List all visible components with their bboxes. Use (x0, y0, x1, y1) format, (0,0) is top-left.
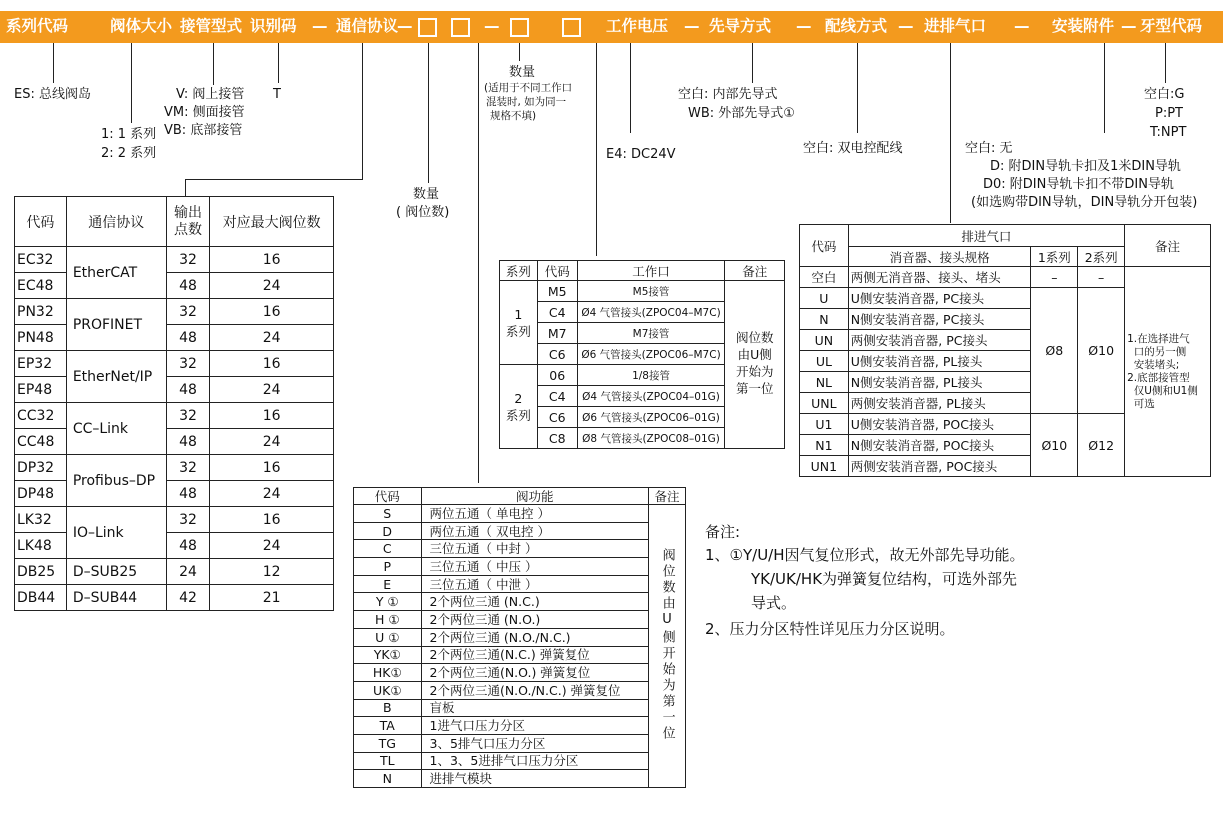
qty-note: 规格不填) (490, 110, 537, 122)
max-valve-positions: 24 (210, 325, 334, 351)
table-row (15, 585, 334, 611)
table-row (354, 593, 686, 611)
code-box (510, 18, 529, 37)
thread-option-g: 空白:G (1144, 87, 1185, 102)
valve-code: D (354, 522, 422, 540)
output-points: 48 (166, 377, 210, 403)
leader-line (185, 179, 186, 197)
leader-line (131, 43, 132, 123)
leader-line (278, 43, 279, 83)
max-valve-positions: 24 (210, 533, 334, 559)
table-row (15, 325, 334, 351)
leader-line (519, 43, 520, 61)
protocol-name: EtherCAT (66, 247, 166, 299)
spec-series-1: Ø8 (1031, 288, 1078, 414)
remark-cell: 1.在选择进气 口的另一侧 安装堵头; 2.底部接管型 仅U侧和U1侧 可选 (1125, 267, 1211, 477)
col-header-output-points: 输出 点数 (166, 197, 210, 247)
table-row (354, 540, 686, 558)
valve-count-note: ( 阀位数) (396, 205, 450, 220)
output-points: 32 (166, 507, 210, 533)
table-row (500, 281, 785, 302)
max-valve-positions: 16 (210, 403, 334, 429)
valve-code: TL (354, 752, 422, 770)
output-points: 32 (166, 299, 210, 325)
valve-code: HK① (354, 664, 422, 682)
code-box (418, 18, 437, 37)
valve-code: C (354, 540, 422, 558)
max-valve-positions: 24 (210, 377, 334, 403)
output-points: 32 (166, 403, 210, 429)
table-row (354, 628, 686, 646)
valve-function: 3、5排气口压力分区 (421, 734, 649, 752)
working-port: Ø8 气管接头(ZPOC08–01G) (577, 428, 725, 449)
table-row (354, 717, 686, 735)
note-line: 2、压力分区特性详见压力分区说明。 (705, 620, 955, 638)
max-valve-positions: 12 (210, 559, 334, 585)
protocol-code: EP32 (15, 351, 67, 377)
pilot-option-blank: 空白: 内部先导式 (678, 87, 778, 102)
output-points: 48 (166, 429, 210, 455)
working-port: 1/8接管 (577, 365, 725, 386)
max-valve-positions: 16 (210, 455, 334, 481)
working-port: Ø6 气管接头(ZPOC06–01G) (577, 407, 725, 428)
exhaust-code: UL (800, 351, 849, 372)
exhaust-desc: N侧安装消音器, PL接头 (848, 372, 1031, 393)
max-valve-positions: 16 (210, 507, 334, 533)
col-header-series-1: 1系列 (1031, 247, 1078, 267)
col-header-series-2: 2系列 (1078, 247, 1125, 267)
table-row (15, 247, 334, 273)
working-port: Ø4 气管接头(ZPOC04–M7C) (577, 302, 725, 323)
header-working-voltage: 工作电压 (606, 17, 669, 35)
protocol-code: LK48 (15, 533, 67, 559)
notes-title: 备注: (705, 523, 741, 541)
output-points: 42 (166, 585, 210, 611)
series-label: ES: 总线阀岛 (14, 87, 91, 102)
qty-title: 数量 (509, 65, 536, 80)
table-row (15, 507, 334, 533)
thread-option-pt: P:PT (1155, 106, 1183, 121)
table-row (15, 377, 334, 403)
code-box (562, 18, 581, 37)
max-valve-positions: 24 (210, 429, 334, 455)
table-row (354, 611, 686, 629)
protocol-code: LK32 (15, 507, 67, 533)
port-code: M7 (537, 323, 577, 344)
valve-function: 两位五通（ 单电控 ） (421, 505, 649, 523)
exhaust-port-table-body (800, 267, 1211, 477)
header-dash: — (484, 17, 500, 35)
valve-function: 2个两位三通(N.C.) 弹簧复位 (421, 646, 649, 664)
valve-function: 三位五通（ 中封 ） (421, 540, 649, 558)
leader-line (53, 43, 54, 83)
port-code: C6 (537, 407, 577, 428)
leader-line (1165, 43, 1166, 83)
table-row (354, 558, 686, 576)
output-points: 48 (166, 533, 210, 559)
exhaust-code: UN (800, 330, 849, 351)
valve-code: H ① (354, 611, 422, 629)
working-port-table (499, 260, 785, 449)
exhaust-desc: 两侧无消音器、接头、堵头 (848, 267, 1031, 288)
header-piping-type: 接管型式 (180, 17, 243, 35)
protocol-name: D–SUB25 (66, 559, 166, 585)
valve-code: Y ① (354, 593, 422, 611)
header-dash: — (397, 17, 413, 35)
table-row (15, 351, 334, 377)
exhaust-code: U1 (800, 414, 849, 435)
leader-line (752, 43, 753, 83)
protocol-code: CC32 (15, 403, 67, 429)
exhaust-desc: U侧安装消音器, PC接头 (848, 288, 1031, 309)
port-code: C4 (537, 302, 577, 323)
accessory-note: (如选购带DIN导轨，DIN导轨分开包装) (971, 195, 1198, 210)
leader-line (185, 179, 363, 180)
working-port-table-body (500, 281, 785, 449)
valve-function: 1、3、5进排气口压力分区 (421, 752, 649, 770)
col-header-code: 代码 (354, 488, 422, 505)
table-row (354, 575, 686, 593)
col-header-silencer-spec: 消音器、接头规格 (848, 247, 1031, 267)
header-dash: — (1014, 17, 1030, 35)
exhaust-code: NL (800, 372, 849, 393)
table-row (15, 533, 334, 559)
output-points: 24 (166, 559, 210, 585)
accessory-option-d: D: 附DIN导轨卡扣及1米DIN导轨 (990, 159, 1181, 174)
exhaust-desc: U侧安装消音器, PL接头 (848, 351, 1031, 372)
protocol-code: EP48 (15, 377, 67, 403)
table-row (354, 664, 686, 682)
exhaust-desc: N侧安装消音器, PC接头 (848, 309, 1031, 330)
max-valve-positions: 21 (210, 585, 334, 611)
working-port: M7接管 (577, 323, 725, 344)
header-dash: — (898, 17, 914, 35)
protocol-code: EC48 (15, 273, 67, 299)
protocol-name: CC–Link (66, 403, 166, 455)
valve-function: 2个两位三通 (N.O.) (421, 611, 649, 629)
protocol-name: Profibus–DP (66, 455, 166, 507)
valve-function: 盲板 (421, 699, 649, 717)
header-dash: — (312, 17, 328, 35)
valve-code: B (354, 699, 422, 717)
max-valve-positions: 16 (210, 351, 334, 377)
wiring-option: 空白: 双电控配线 (803, 141, 903, 156)
remark-text: 阀位数由U侧开始为第一位 (659, 547, 675, 742)
valve-code: TA (354, 717, 422, 735)
exhaust-code: N (800, 309, 849, 330)
max-valve-positions: 16 (210, 247, 334, 273)
header-id-code: 识别码 (250, 17, 297, 35)
comm-table-body (15, 247, 334, 611)
port-code: C8 (537, 428, 577, 449)
leader-line (478, 43, 479, 483)
piping-option-v: V: 阀上接管 (176, 87, 245, 102)
header-pilot-method: 先导方式 (709, 17, 772, 35)
spec-series-2: – (1078, 267, 1125, 288)
header-exhaust-port: 进排气口 (924, 17, 987, 35)
header-dash: — (684, 17, 700, 35)
protocol-name: IO–Link (66, 507, 166, 559)
protocol-code: CC48 (15, 429, 67, 455)
col-header-series: 系列 (500, 261, 538, 281)
valve-function: 进排气模块 (421, 770, 649, 788)
protocol-code: PN48 (15, 325, 67, 351)
protocol-name: D–SUB44 (66, 585, 166, 611)
spec-series-2: Ø10 (1078, 288, 1125, 414)
id-code-value: T (273, 87, 281, 102)
output-points: 48 (166, 325, 210, 351)
valve-function: 2个两位三通(N.O.) 弹簧复位 (421, 664, 649, 682)
valve-function: 三位五通（ 中压 ） (421, 558, 649, 576)
col-header-code: 代码 (537, 261, 577, 281)
col-header-remark: 备注 (649, 488, 686, 505)
table-row (354, 681, 686, 699)
piping-option-vb: VB: 底部接管 (164, 123, 243, 138)
valve-function: 1进气口压力分区 (421, 717, 649, 735)
leader-line (630, 43, 631, 133)
header-valve-size: 阀体大小 (110, 17, 173, 35)
col-header-remark: 备注 (1125, 225, 1211, 267)
table-row (15, 273, 334, 299)
remark-cell: 阀位数 由U侧 开始为 第一位 (725, 281, 785, 449)
col-header-code: 代码 (15, 197, 67, 247)
table-row (354, 699, 686, 717)
output-points: 32 (166, 455, 210, 481)
protocol-code: EC32 (15, 247, 67, 273)
valve-code: TG (354, 734, 422, 752)
header-wiring-method: 配线方式 (825, 17, 888, 35)
col-header-remark: 备注 (725, 261, 785, 281)
accessory-option-d0: D0: 附DIN导轨卡扣不带DIN导轨 (983, 177, 1174, 192)
exhaust-desc: U侧安装消音器, POC接头 (848, 414, 1031, 435)
thread-option-npt: T:NPT (1150, 125, 1187, 140)
valve-code: P (354, 558, 422, 576)
series-cell: 2 系列 (500, 365, 538, 449)
output-points: 32 (166, 247, 210, 273)
comm-protocol-table (14, 196, 334, 611)
working-port: Ø6 气管接头(ZPOC06–M7C) (577, 344, 725, 365)
voltage-option: E4: DC24V (606, 147, 676, 162)
valve-code: N (354, 770, 422, 788)
working-port: Ø4 气管接头(ZPOC04–01G) (577, 386, 725, 407)
protocol-code: PN32 (15, 299, 67, 325)
col-header-valve-function: 阀功能 (421, 488, 649, 505)
protocol-code: DB25 (15, 559, 67, 585)
output-points: 48 (166, 481, 210, 507)
protocol-name: PROFINET (66, 299, 166, 351)
valve-function: 两位五通（ 双电控 ） (421, 522, 649, 540)
col-header-exhaust-port: 排进气口 (848, 225, 1124, 247)
accessory-option-blank: 空白: 无 (965, 141, 1013, 156)
table-row (354, 646, 686, 664)
piping-option-vm: VM: 侧面接管 (164, 105, 245, 120)
valve-function-table (353, 487, 686, 788)
valve-code: E (354, 575, 422, 593)
protocol-name: EtherNet/IP (66, 351, 166, 403)
header-thread-code: 牙型代码 (1140, 17, 1203, 35)
table-row (15, 299, 334, 325)
port-code: 06 (537, 365, 577, 386)
leader-line (362, 43, 363, 180)
output-points: 48 (166, 273, 210, 299)
header-mount-accessory: 安装附件 (1052, 17, 1115, 35)
max-valve-positions: 24 (210, 273, 334, 299)
valve-code: UK① (354, 681, 422, 699)
working-port: M5接管 (577, 281, 725, 302)
table-row (354, 734, 686, 752)
leader-line (1104, 43, 1105, 133)
valve-function-table-body (354, 505, 686, 788)
size-option-2: 2: 2 系列 (101, 146, 157, 161)
col-header-working-port: 工作口 (577, 261, 725, 281)
exhaust-desc: 两侧安装消音器, PC接头 (848, 330, 1031, 351)
spec-series-1: – (1031, 267, 1078, 288)
note-line: 1、①Y/U/H因气复位形式，故无外部先导功能。 (705, 546, 1025, 564)
table-row (354, 505, 686, 523)
header-series-code: 系列代码 (6, 17, 69, 35)
exhaust-code: U (800, 288, 849, 309)
port-code: C4 (537, 386, 577, 407)
col-header-protocol: 通信协议 (66, 197, 166, 247)
exhaust-code: 空白 (800, 267, 849, 288)
remark-cell (649, 505, 686, 788)
exhaust-code: N1 (800, 435, 849, 456)
col-header-code: 代码 (800, 225, 849, 267)
valve-code: U ① (354, 628, 422, 646)
table-row (15, 455, 334, 481)
table-row (354, 770, 686, 788)
code-box (451, 18, 470, 37)
exhaust-desc: 两侧安装消音器, PL接头 (848, 393, 1031, 414)
qty-note: (适用于不同工作口 (484, 82, 573, 94)
leader-line (596, 43, 597, 256)
port-code: C6 (537, 344, 577, 365)
qty-note: 混装时, 如为同一 (486, 96, 567, 108)
header-comm-protocol: 通信协议 (336, 17, 399, 35)
series-cell: 1 系列 (500, 281, 538, 365)
valve-function: 三位五通（ 中泄 ） (421, 575, 649, 593)
valve-function: 2个两位三通 (N.C.) (421, 593, 649, 611)
leader-line (428, 43, 429, 183)
header-dash: — (796, 17, 812, 35)
exhaust-desc: N侧安装消音器, POC接头 (848, 435, 1031, 456)
leader-line (950, 43, 951, 223)
exhaust-code: UNL (800, 393, 849, 414)
leader-line (213, 43, 214, 85)
spec-series-2: Ø12 (1078, 414, 1125, 477)
max-valve-positions: 24 (210, 481, 334, 507)
exhaust-port-table (799, 224, 1211, 477)
table-row (354, 522, 686, 540)
output-points: 32 (166, 351, 210, 377)
max-valve-positions: 16 (210, 299, 334, 325)
size-option-1: 1: 1 系列 (101, 127, 157, 142)
pilot-option-wb: WB: 外部先导式① (688, 106, 795, 121)
spec-series-1: Ø10 (1031, 414, 1078, 477)
protocol-code: DB44 (15, 585, 67, 611)
note-line: YK/UK/HK为弹簧复位结构，可选外部先 (751, 570, 1018, 588)
port-code: M5 (537, 281, 577, 302)
col-header-max-valves: 对应最大阀位数 (210, 197, 334, 247)
table-row (15, 559, 334, 585)
table-row (354, 752, 686, 770)
header-dash: — (1121, 17, 1137, 35)
protocol-code: DP32 (15, 455, 67, 481)
protocol-code: DP48 (15, 481, 67, 507)
table-row (15, 481, 334, 507)
valve-function: 2个两位三通 (N.O./N.C.) (421, 628, 649, 646)
table-row (800, 267, 1211, 288)
exhaust-code: UN1 (800, 456, 849, 477)
valve-count-title: 数量 (413, 187, 440, 202)
valve-function: 2个两位三通(N.O./N.C.) 弹簧复位 (421, 681, 649, 699)
exhaust-desc: 两侧安装消音器, POC接头 (848, 456, 1031, 477)
table-row (15, 429, 334, 455)
note-line: 导式。 (751, 594, 797, 612)
valve-code: YK① (354, 646, 422, 664)
table-row (15, 403, 334, 429)
leader-line (857, 43, 858, 133)
valve-code: S (354, 505, 422, 523)
